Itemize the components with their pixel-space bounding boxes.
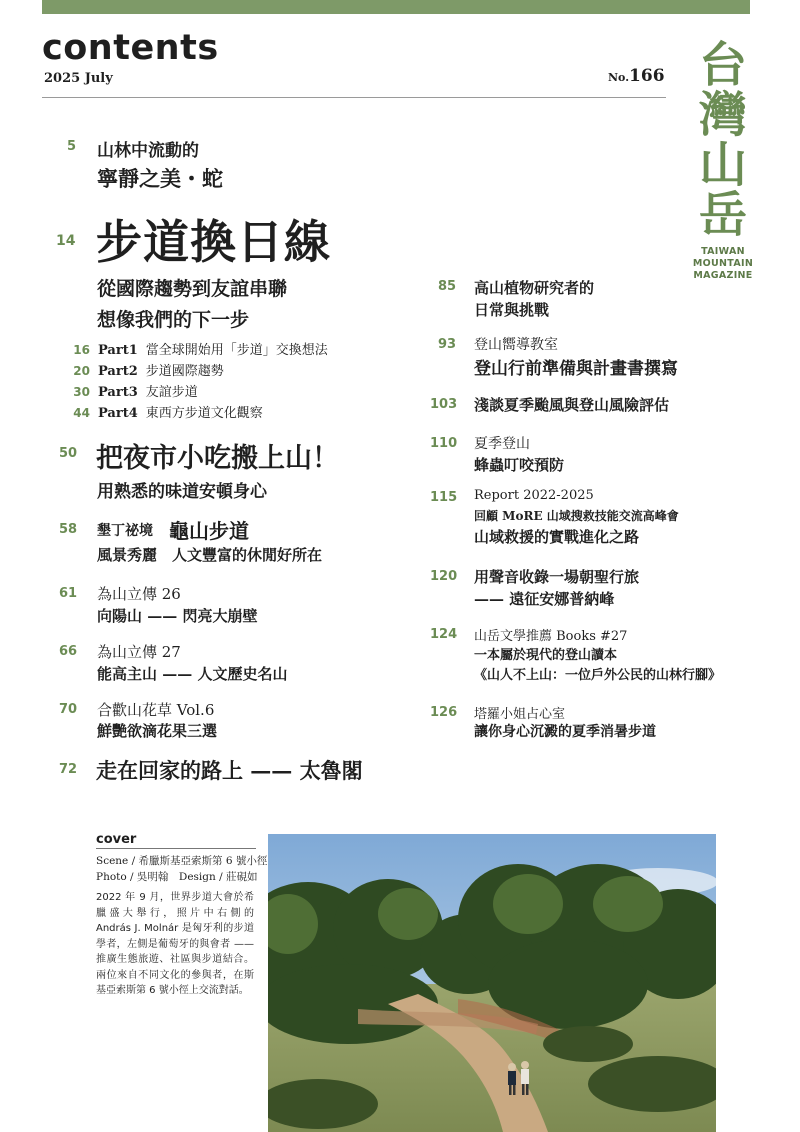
entry-page-number: 85 (438, 279, 457, 294)
entry-kicker: 墾丁祕境 (97, 523, 153, 539)
cover-description: 2022 年 9 月，世界步道大會於希臘盛大舉行，照片中右側的 András J. Molnár 是匈牙利的步道學者，左側是葡萄牙的與會者 —— 推廣生態旅遊、社區與步道結合。兩位來自不同文化的參與者，在斯基亞索斯第 6 號小徑上交流對話。 (96, 892, 254, 996)
part-page-number: 30 (73, 385, 90, 399)
entry-subtitle: 用熟悉的味道安頓身心 (97, 482, 267, 502)
entry-title[interactable]: 把夜市小吃搬上山！ (96, 443, 339, 474)
entry-page-number: 72 (59, 762, 78, 777)
header-rule (42, 97, 666, 98)
entry-title[interactable]: 登山行前準備與計畫書撰寫 (474, 359, 678, 379)
issue-number (608, 66, 665, 86)
entry-page-number: 50 (59, 446, 78, 461)
entry-title[interactable]: 山域救援的實戰進化之路 (474, 528, 640, 546)
part-label: Part2 (98, 364, 138, 379)
feature-part[interactable] (63, 381, 198, 400)
entry-kicker: 合歡山花草 Vol.6 (97, 701, 215, 719)
entry-kicker: 為山立傳 26 (97, 585, 181, 603)
logo-char: 山 (698, 137, 747, 193)
entry-page-number: 70 (59, 702, 78, 717)
part-label: Part3 (98, 385, 138, 400)
feature-part[interactable] (63, 360, 224, 379)
entry-page-number: 93 (438, 337, 457, 352)
entry-title[interactable]: 讓你身心沉澱的夏季消暑步道 (474, 724, 656, 740)
entry-title[interactable]: 走在回家的路上 —— 太魯閣 (96, 758, 363, 783)
logo-english: MOUNTAIN (692, 258, 754, 269)
entry-kicker: 塔羅小姐占心室 (474, 707, 566, 722)
entry-title[interactable]: 淺談夏季颱風與登山風險評估 (474, 396, 670, 414)
contents-heading: contents (42, 28, 219, 68)
entry-subtitle: 風景秀麗 人文豐富的休閒好所在 (97, 546, 323, 564)
part-title: 當全球開始用「步道」交換想法 (145, 343, 328, 358)
entry-title[interactable]: 寧靜之美・蛇 (97, 166, 223, 191)
entry-page-number: 61 (59, 586, 78, 601)
cover-photo-illustration (268, 834, 716, 1132)
entry-title[interactable]: 龜山步道 (169, 519, 249, 543)
entry-page-number: 115 (430, 490, 458, 505)
entry-title[interactable]: 用聲音收錄一場朝聖行旅 (474, 568, 640, 586)
entry-title[interactable]: 山林中流動的 (97, 141, 199, 161)
feature-part[interactable] (63, 339, 328, 358)
entry-subtitle: 回顧 MoRE 山域搜救技能交流高峰會 (474, 509, 679, 523)
logo-char: 岳 (698, 187, 747, 243)
entry-title[interactable]: —— 遠征安娜普納峰 (474, 590, 615, 608)
cover-credits: Photo / 吳明翰 Design / 莊硯如 (96, 871, 258, 883)
part-title: 東西方步道文化觀察 (145, 406, 263, 421)
top-color-bar (42, 0, 750, 14)
entry-title[interactable]: 鮮艷欲滴花果三選 (97, 722, 218, 740)
entry-kicker: 登山嚮導教室 (474, 337, 558, 353)
entry-kicker: 山岳文學推薦 Books #27 (474, 629, 628, 644)
entry-page-number: 103 (430, 397, 458, 412)
part-label: Part1 (98, 343, 138, 358)
part-title: 步道國際趨勢 (145, 364, 224, 379)
feature-subtitle: 從國際趨勢到友誼串聯 (97, 278, 288, 300)
magazine-logo (688, 37, 758, 282)
entry-page-number: 58 (59, 522, 78, 537)
entry-kicker: Report 2022-2025 (474, 488, 594, 503)
part-page-number: 16 (73, 343, 90, 357)
entry-title[interactable]: 日常與挑戰 (474, 301, 550, 319)
cover-scene: Scene / 希臘斯基亞索斯第 6 號小徑 (96, 855, 268, 867)
feature-subtitle: 想像我們的下一步 (97, 309, 250, 331)
entry-title[interactable]: 高山植物研究者的 (474, 279, 595, 297)
entry-title[interactable]: 蜂蟲叮咬預防 (474, 456, 565, 474)
entry-title[interactable]: 能高主山 —— 人文歷史名山 (97, 665, 288, 683)
logo-english: TAIWAN (701, 246, 745, 257)
entry-page-number: 120 (430, 569, 458, 584)
issue-number-value: 166 (629, 66, 665, 86)
entry-subtitle: 一本屬於現代的登山讀本 (474, 648, 618, 663)
feature-part[interactable] (63, 402, 263, 421)
logo-english: MAGAZINE (693, 270, 753, 281)
entry-page-number: 126 (430, 705, 458, 720)
entry-title[interactable]: 向陽山 —— 閃亮大崩壁 (97, 607, 258, 625)
part-page-number: 44 (73, 406, 90, 420)
cover-rule (96, 848, 256, 849)
entry-kicker: 為山立傳 27 (97, 643, 181, 661)
entry-page-number: 124 (430, 627, 458, 642)
entry-page-number: 66 (59, 644, 78, 659)
feature-title[interactable]: 步道換日線 (96, 215, 331, 269)
cover-photo (268, 834, 716, 1132)
logo-char: 台 (698, 37, 747, 93)
issue-number-label: No. (608, 71, 630, 84)
entry-page-number: 110 (430, 436, 458, 451)
entry-page-number: 5 (67, 139, 77, 154)
entry-title[interactable]: 《山人不上山：一位戶外公民的山林行腳》 (474, 668, 722, 683)
issue-date: 2025 July (44, 71, 113, 86)
cover-heading: cover (96, 832, 137, 847)
part-page-number: 20 (73, 364, 90, 378)
logo-char: 灣 (698, 87, 747, 143)
entry-page-number: 14 (56, 233, 76, 249)
entry-kicker: 夏季登山 (474, 436, 530, 452)
part-label: Part4 (98, 406, 138, 421)
part-title: 友誼步道 (145, 385, 198, 400)
